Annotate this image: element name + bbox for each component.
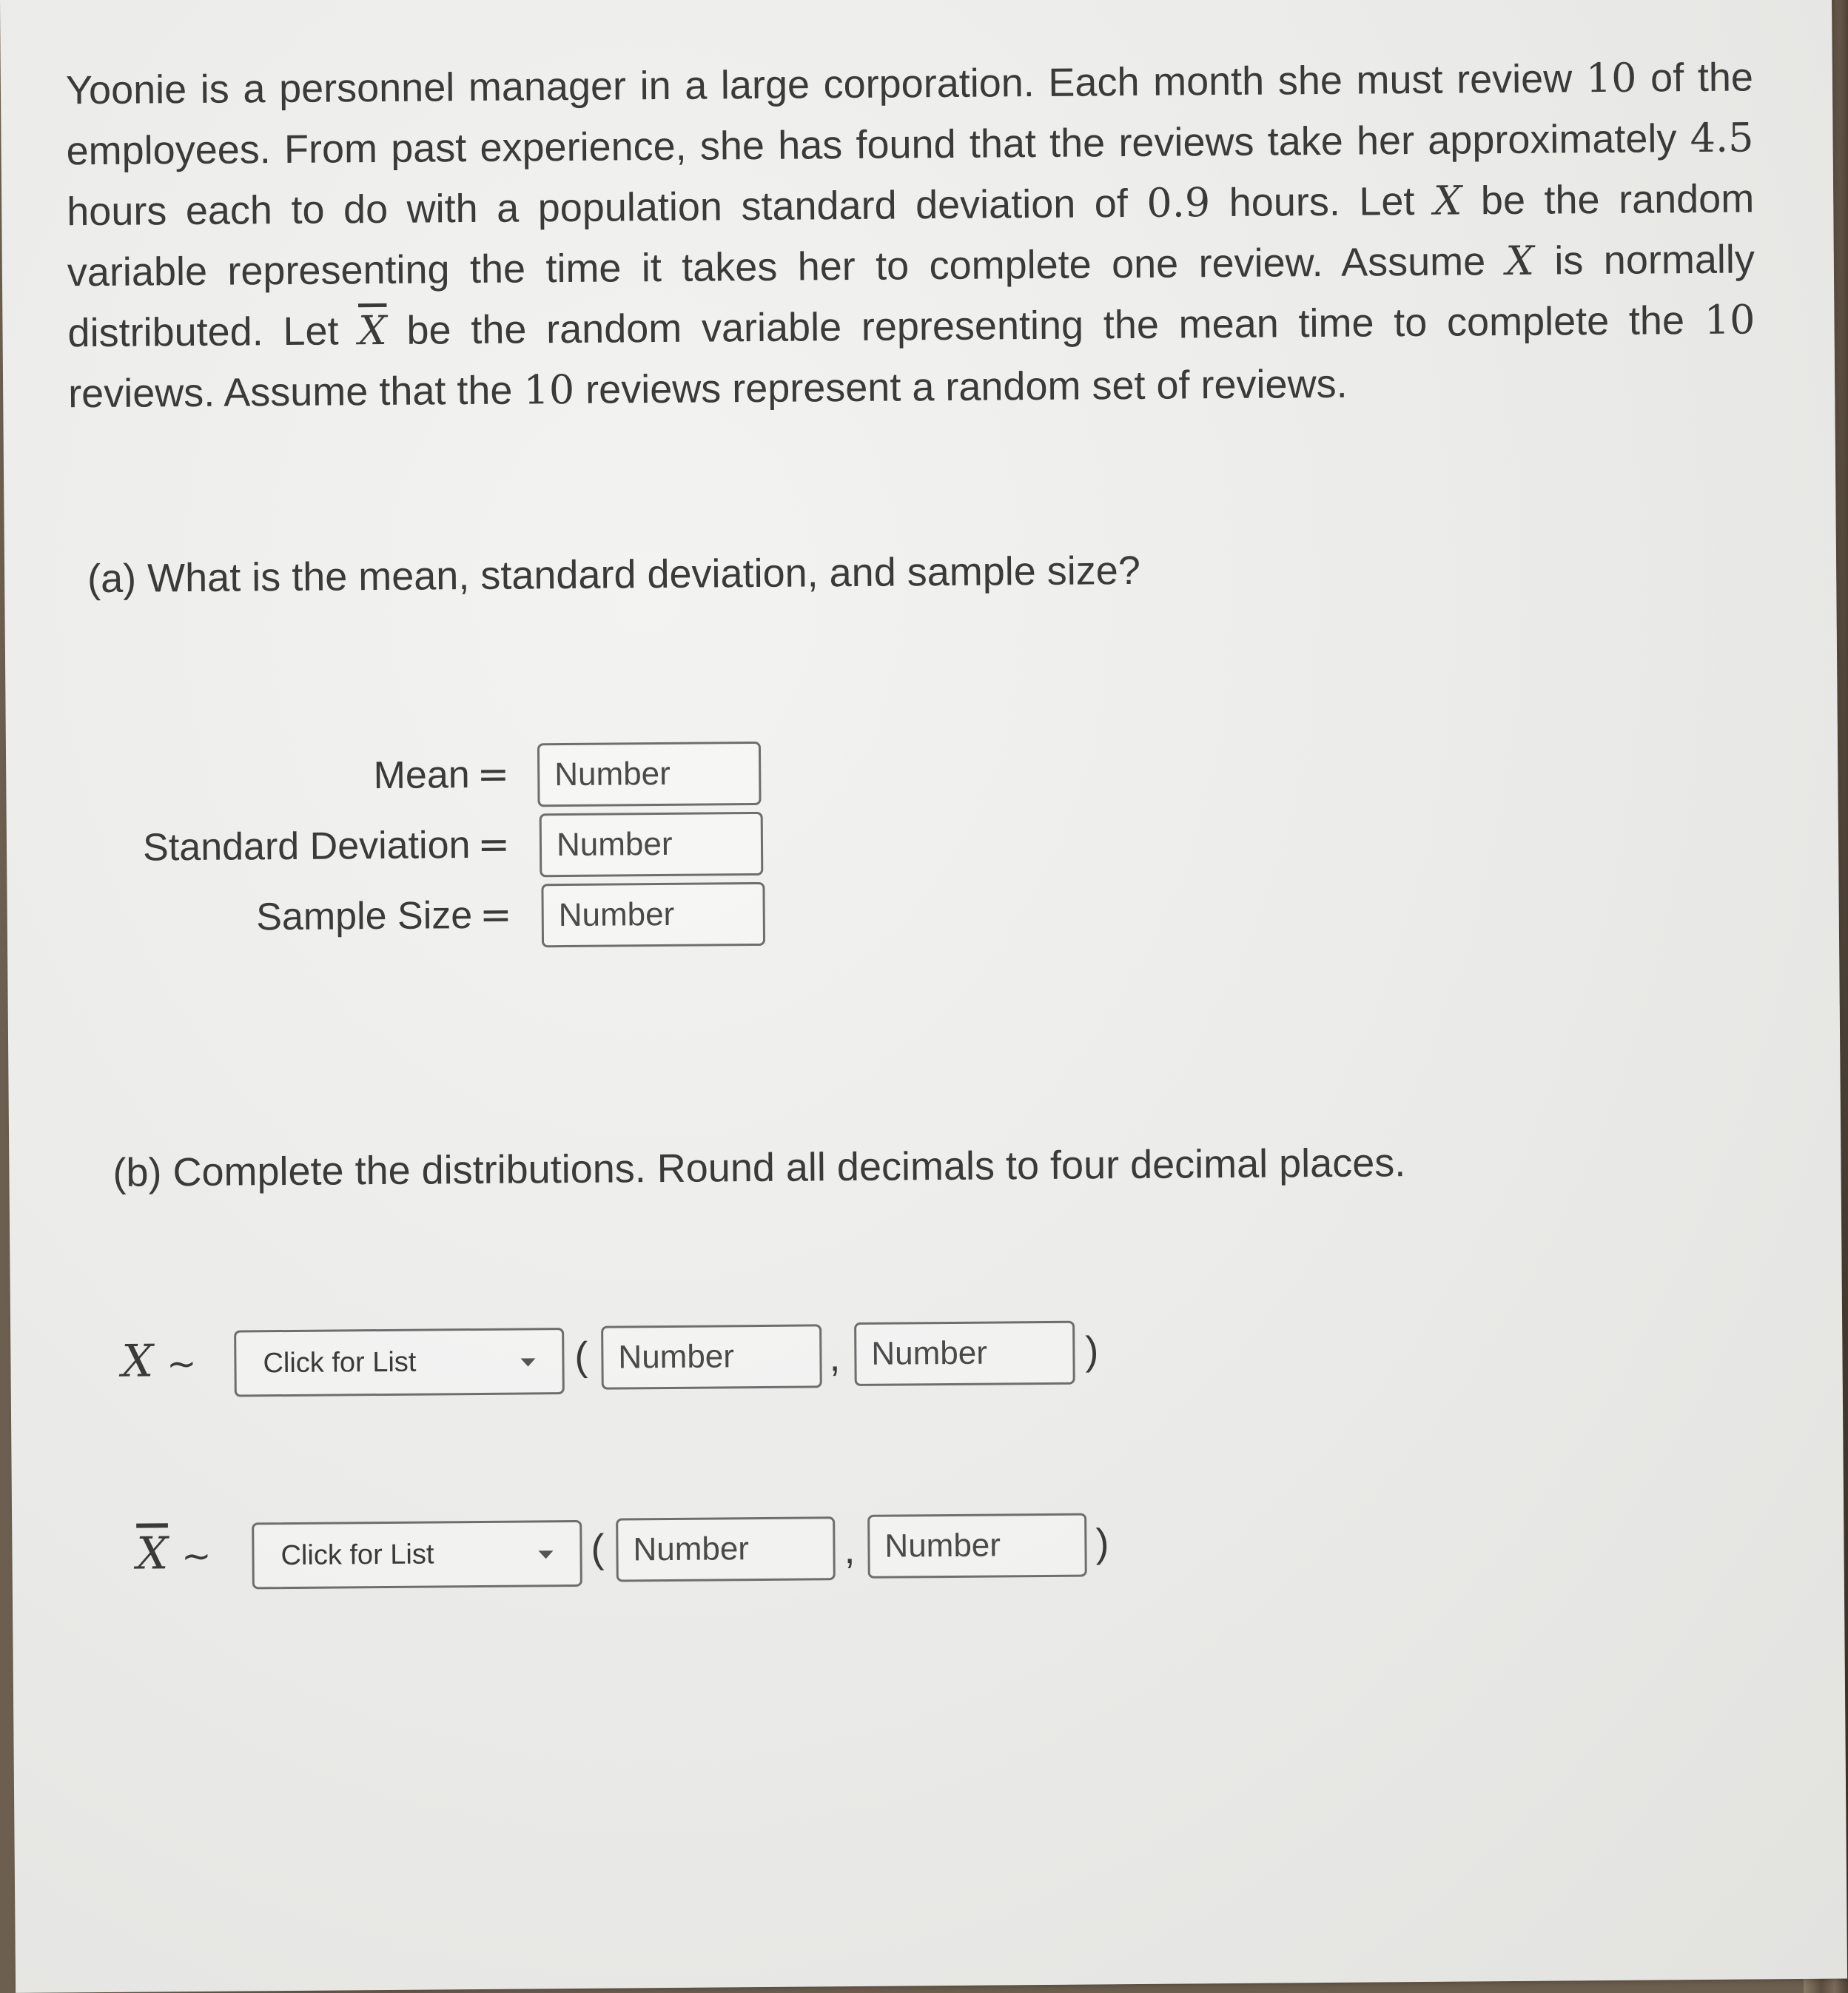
problem-text: hours. Let [1209, 178, 1434, 226]
standard-deviation-label: Standard Deviation [142, 824, 471, 870]
tilde-symbol: ~ [181, 1535, 212, 1578]
mean-label: Mean [373, 753, 470, 798]
select-placeholder: Click for List [280, 1539, 434, 1572]
problem-text: be the random variable representing the time it takes her to complete one review. Assume [67, 176, 1755, 295]
problem-statement [66, 47, 1756, 424]
xbar-distribution-label [136, 1527, 211, 1580]
chevron-down-icon [538, 1550, 553, 1559]
sample-size-label-row [98, 893, 512, 941]
chevron-down-icon [520, 1358, 535, 1366]
variable-x: X [1433, 177, 1462, 224]
problem-text: of the employees. From past experience, she has found that the reviews take her approximately [66, 55, 1754, 174]
problem-text: hours each to do with a population standard deviation of [67, 181, 1147, 235]
problem-number: 10 [1704, 296, 1755, 343]
variable-xbar: $\overline{X}$ [136, 1527, 169, 1580]
problem-text: is normally distributed. Let [67, 237, 1755, 356]
x-sd-input[interactable] [854, 1321, 1075, 1386]
open-paren: ( [591, 1526, 605, 1571]
close-paren: ) [1095, 1521, 1109, 1566]
sd-label-row [95, 823, 510, 870]
x-distribution-label [121, 1335, 196, 1388]
problem-text: reviews represent a random set of reviews. [574, 361, 1348, 412]
equals-sign: = [477, 822, 511, 867]
x-mean-input[interactable] [601, 1324, 822, 1389]
xbar-sd-input[interactable] [867, 1513, 1087, 1579]
variable-x: X [1505, 237, 1535, 285]
comma: , [829, 1335, 841, 1380]
mean-label-row [95, 753, 509, 800]
variable-xbar: $\overline{X}$ [358, 306, 387, 354]
question-a: (a) What is the mean, standard deviation, and sample size? [87, 548, 1141, 602]
standard-deviation-input[interactable] [540, 812, 764, 877]
mean-input[interactable] [537, 742, 762, 807]
open-paren: ( [574, 1334, 588, 1379]
comma: , [844, 1527, 856, 1573]
xbar-distribution-select[interactable] [252, 1520, 582, 1590]
problem-number: 10 [523, 366, 575, 414]
problem-text: Yoonie is a personnel manager in a large corporation. Each month she must review [65, 56, 1587, 113]
problem-text: reviews. Assume that the [67, 368, 524, 417]
x-distribution-select[interactable] [234, 1328, 565, 1397]
problem-number: 0.9 [1146, 179, 1211, 226]
variable-x: X [121, 1335, 154, 1388]
close-paren: ) [1085, 1328, 1099, 1374]
equals-sign: = [479, 893, 512, 938]
problem-number: 4.5 [1690, 114, 1754, 162]
question-b: (b) Complete the distributions. Round all decimals to four decimal places. [112, 1140, 1406, 1195]
problem-number: 10 [1585, 54, 1637, 102]
select-placeholder: Click for List [263, 1346, 417, 1379]
equals-sign: = [477, 752, 510, 797]
sample-size-input[interactable] [541, 882, 765, 947]
problem-text: be the random variable representing the mean time to complete the [386, 298, 1704, 353]
tilde-symbol: ~ [166, 1342, 197, 1385]
xbar-mean-input[interactable] [616, 1516, 836, 1582]
sample-size-label: Sample Size [256, 894, 473, 939]
